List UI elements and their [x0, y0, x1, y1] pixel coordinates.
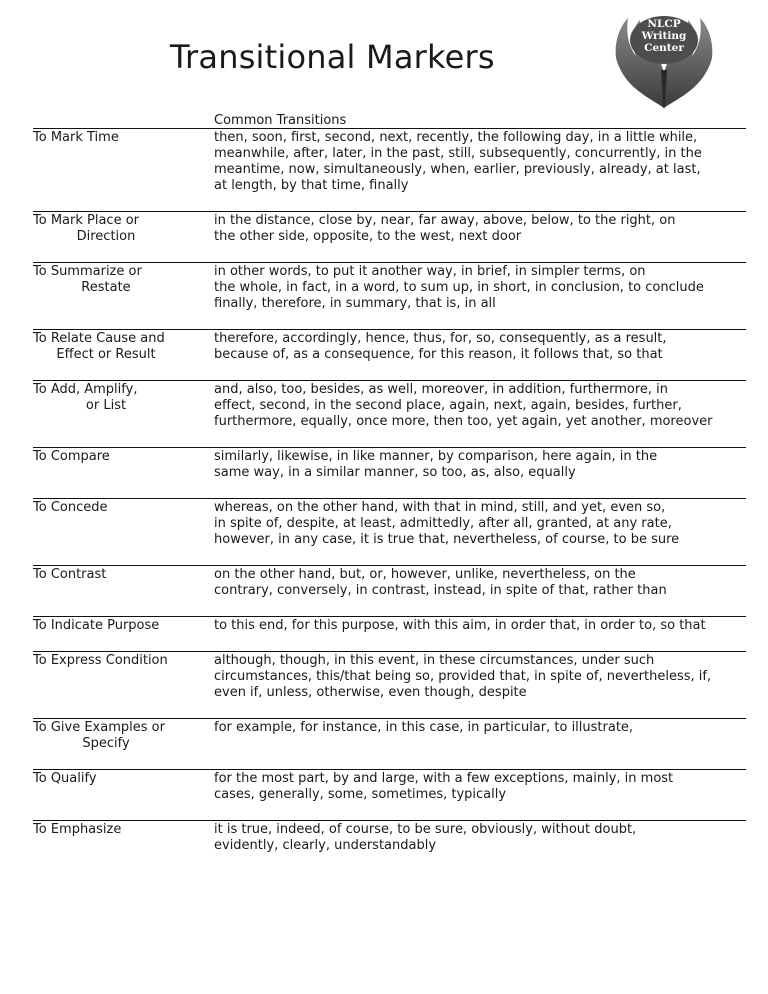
transition-category-line: To Give Examples or [33, 719, 165, 735]
transition-words [214, 331, 748, 363]
transition-words [214, 653, 748, 701]
transition-words-line: cases, generally, some, sometimes, typically [214, 786, 507, 802]
transition-words-line: even if, unless, otherwise, even though, despite [214, 684, 527, 700]
transition-words-line: and, also, too, besides, as well, moreover, in addition, furthermore, in [214, 381, 669, 397]
transition-category [33, 213, 205, 245]
table-row [33, 447, 746, 498]
transition-category-line: or List [85, 397, 127, 413]
transition-words-line: then, soon, first, second, next, recently, the following day, in a little while, [214, 129, 698, 145]
transition-category [33, 822, 205, 838]
transition-words-line: it is true, indeed, of course, to be sure, obviously, without doubt, [214, 821, 637, 837]
transition-words-line: in other words, to put it another way, in brief, in simpler terms, on [214, 263, 646, 279]
transition-category [33, 331, 205, 363]
transition-words-line: similarly, likewise, in like manner, by comparison, here again, in the [214, 448, 658, 464]
table-row [33, 329, 746, 380]
transition-words-line: however, in any case, it is true that, nevertheless, of course, to be sure [214, 531, 680, 547]
table-row [33, 616, 746, 651]
transition-category-line: To Contrast [33, 566, 107, 582]
transition-category-line: Direction [76, 228, 136, 244]
transition-words [214, 382, 748, 430]
transition-category-line: Effect or Result [56, 346, 156, 362]
transition-category-line: Restate [81, 279, 131, 295]
transition-category [33, 771, 205, 787]
transition-words [214, 213, 748, 245]
table-row [33, 262, 746, 329]
transition-category-line: To Mark Time [33, 129, 119, 145]
transition-words [214, 449, 748, 481]
table-row [33, 211, 746, 262]
transition-words-line: for the most part, by and large, with a few exceptions, mainly, in most [214, 770, 674, 786]
transition-category [33, 653, 205, 669]
transition-words-line: in spite of, despite, at least, admittedly, after all, granted, at any rate, [214, 515, 672, 531]
transition-words-line: finally, therefore, in summary, that is, in all [214, 295, 496, 311]
transition-words-line: at length, by that time, finally [214, 177, 409, 193]
transition-words-line: to this end, for this purpose, with this aim, in order that, in order to, so that [214, 617, 706, 633]
transition-category [33, 720, 205, 752]
transition-words-line: on the other hand, but, or, however, unlike, nevertheless, on the [214, 566, 636, 582]
transition-words-line: for example, for instance, in this case, in particular, to illustrate, [214, 719, 634, 735]
transition-words [214, 771, 748, 803]
transition-words-line: whereas, on the other hand, with that in mind, still, and yet, even so, [214, 499, 666, 515]
logo-wordmark [616, 18, 712, 54]
transition-words-line: the other side, opposite, to the west, next door [214, 228, 522, 244]
transition-category [33, 264, 205, 296]
transition-words [214, 720, 748, 736]
transition-category-line: To Concede [33, 499, 108, 515]
transition-words-line: in the distance, close by, near, far away, above, below, to the right, on [214, 212, 676, 228]
transition-words-line: same way, in a similar manner, so too, as, also, equally [214, 464, 576, 480]
table-row [33, 128, 746, 211]
transition-words [214, 567, 748, 599]
transition-category-line: To Summarize or [33, 263, 142, 279]
transition-words-line: because of, as a consequence, for this reason, it follows that, so that [214, 346, 663, 362]
transition-words [214, 618, 748, 634]
transition-words-line: the whole, in fact, in a word, to sum up, in short, in conclusion, to conclude [214, 279, 704, 295]
transition-words-line: meanwhile, after, later, in the past, still, subsequently, concurrently, in the [214, 145, 702, 161]
logo-line: NLCP [647, 18, 681, 30]
transition-category-line: To Mark Place or [33, 212, 139, 228]
transition-category-line: To Qualify [33, 770, 97, 786]
transition-category-line: To Relate Cause and [33, 330, 165, 346]
transition-category-line: Specify [82, 735, 130, 751]
table-row [33, 651, 746, 718]
transition-words [214, 130, 748, 194]
table-row [33, 565, 746, 616]
table-row [33, 718, 746, 769]
transition-words-line: meantime, now, simultaneously, when, earlier, previously, already, at last, [214, 161, 701, 177]
transition-words-line: evidently, clearly, understandably [214, 837, 437, 853]
transition-category-line: To Express Condition [33, 652, 168, 668]
transition-words-line: effect, second, in the second place, again, next, again, besides, further, [214, 397, 682, 413]
page-title: Transitional Markers [170, 38, 495, 76]
transition-words [214, 500, 748, 548]
transition-category [33, 130, 205, 146]
transition-category [33, 500, 205, 516]
transition-category-line: To Emphasize [33, 821, 122, 837]
transition-category [33, 567, 205, 583]
logo-line: Writing [641, 30, 687, 42]
transition-words-line: furthermore, equally, once more, then too, yet again, yet another, moreover [214, 413, 713, 429]
transition-words-line: although, though, in this event, in these circumstances, under such [214, 652, 655, 668]
transitions-table [33, 128, 746, 871]
transition-category [33, 618, 205, 634]
transition-words-line: therefore, accordingly, hence, thus, for, so, consequently, as a result, [214, 330, 667, 346]
table-row [33, 769, 746, 820]
table-row [33, 498, 746, 565]
table-row [33, 820, 746, 871]
transition-category-line: To Compare [33, 448, 110, 464]
transition-words-line: contrary, conversely, in contrast, instead, in spite of that, rather than [214, 582, 667, 598]
transition-words [214, 264, 748, 312]
transition-words [214, 822, 748, 854]
column-header: Common Transitions [214, 113, 347, 128]
transition-category [33, 382, 205, 414]
transition-category [33, 449, 205, 465]
logo-line: Center [644, 42, 684, 54]
transition-category-line: To Add, Amplify, [33, 381, 138, 397]
transition-category-line: To Indicate Purpose [33, 617, 160, 633]
transition-words-line: circumstances, this/that being so, provided that, in spite of, nevertheless, if, [214, 668, 712, 684]
table-row [33, 380, 746, 447]
